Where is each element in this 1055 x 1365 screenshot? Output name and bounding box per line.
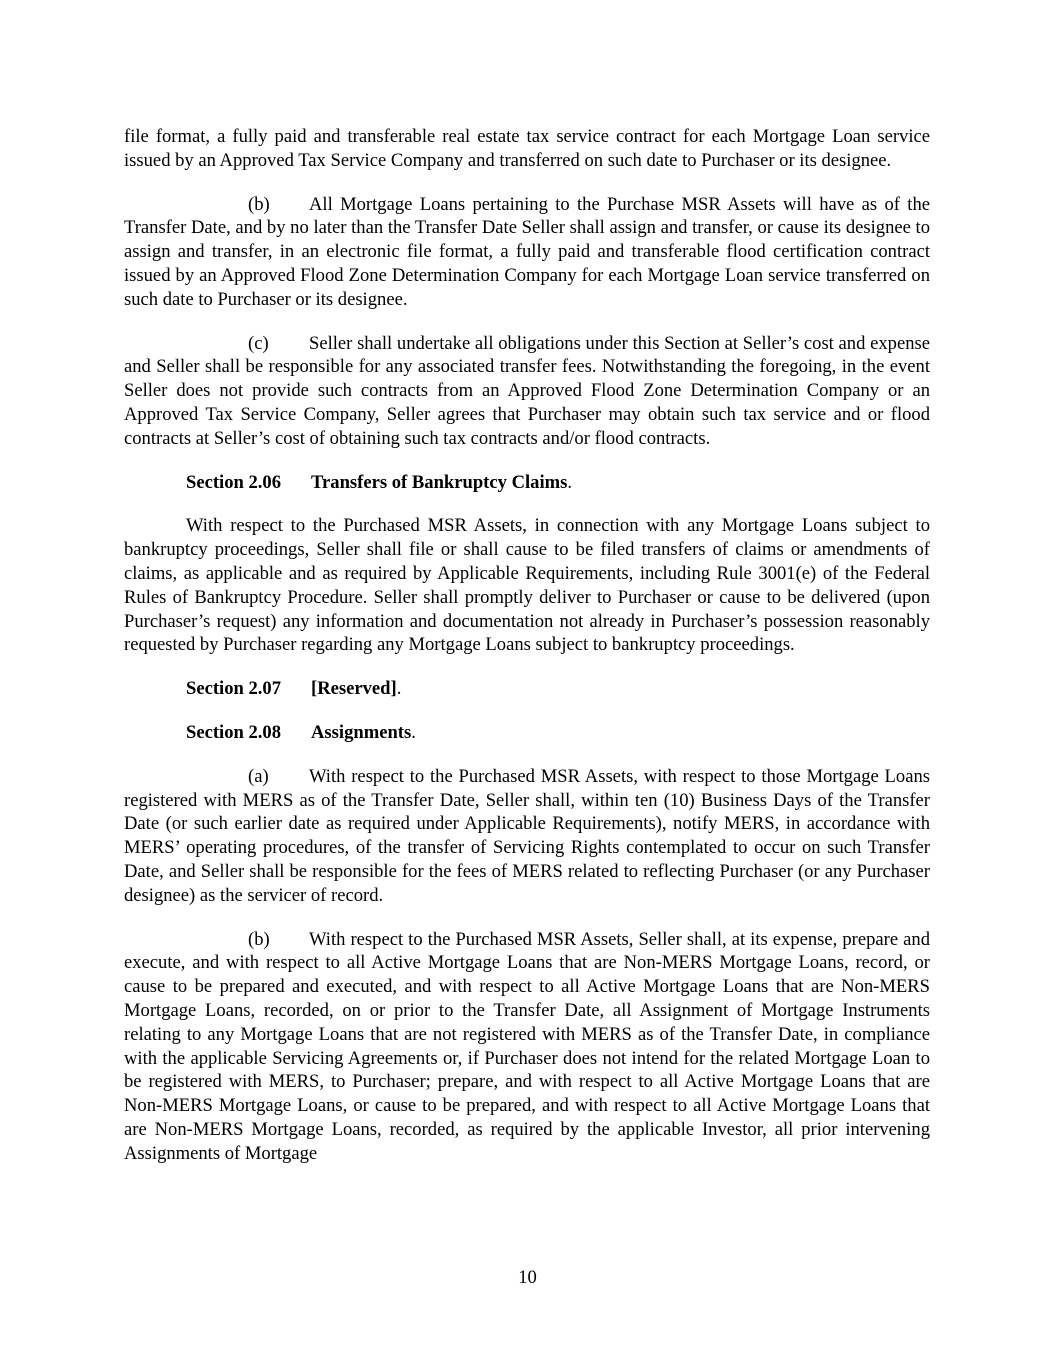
section-title: Transfers of Bankruptcy Claims	[311, 471, 568, 493]
subsection-label: (a)	[248, 765, 269, 787]
section-title-punct: .	[411, 721, 416, 743]
page-number: 10	[518, 1267, 537, 1288]
subsection-b-paragraph	[124, 193, 930, 312]
section-2-08-subsection-a-paragraph	[124, 765, 930, 908]
section-number: Section 2.07	[186, 678, 282, 700]
subsection-text: Seller shall undertake all obligations under this Section at Seller’s cost and expense and Seller shall be responsible for any associated transfer fees. Notwithstanding the foregoing, in the event Seller does not provide such contracts from an Approved Flood Zone Determination Company or an Approved Tax Service Company, Seller agrees that Purchaser may obtain such tax service and or flood contracts at Seller’s cost of obtaining such tax contracts and/or flood contracts.	[124, 332, 930, 449]
subsection-text: With respect to the Purchased MSR Assets, Seller shall, at its expense, prepare and execute, and with respect to all Active Mortgage Loans that are Non-MERS Mortgage Loans, record, or cause to be prepared and executed, and with respect to all Active Mortgage Loans that are Non-MERS Mortgage Loans, recorded, on or prior to the Transfer Date, all Assignment of Mortgage Instruments relating to any Mortgage Loans that are not registered with MERS as of the Transfer Date, in compliance with the applicable Servicing Agreements or, if Purchaser does not intend for the related Mortgage Loan to be registered with MERS, to Purchaser; prepare, and with respect to all Active Mortgage Loans that are Non-MERS Mortgage Loans, or cause to be prepared, and with respect to all Active Mortgage Loans that are Non-MERS Mortgage Loans, recorded, as required by the applicable Investor, all prior intervening Assignments of Mortgage	[124, 928, 930, 1164]
section-2-08-heading	[186, 721, 930, 745]
continuation-paragraph: file format, a fully paid and transferable real estate tax service contract for each Mortgage Loan service issued by an Approved Tax Service Company and transferred on such date to Purchaser or its designee.	[124, 126, 930, 171]
section-number: Section 2.06	[186, 471, 282, 493]
section-title-punct: .	[396, 678, 402, 700]
subsection-text: All Mortgage Loans pertaining to the Purchase MSR Assets will have as of the Transfer Date, and by no later than the Transfer Date Seller shall assign and transfer, or cause its designee to assign and transfer, in an electronic file format, a fully paid and transferable flood certification contract issued by an Approved Flood Zone Determination Company for each Mortgage Loan service transferred on such date to Purchaser or its designee.	[124, 193, 930, 310]
section-title: [Reserved]	[311, 678, 397, 700]
subsection-c-paragraph	[124, 332, 930, 451]
document-body	[124, 125, 930, 1185]
section-2-07-heading	[186, 677, 930, 701]
section-2-08-subsection-b-paragraph	[124, 928, 930, 1166]
subsection-text: With respect to the Purchased MSR Assets, with respect to those Mortgage Loans registered with MERS as of the Transfer Date, Seller shall, within ten (10) Business Days of the Transfer Date (or such earlier date as required under Applicable Requirements), notify MERS, in accordance with MERS’ operating procedures, of the transfer of Servicing Rights contemplated to occur on such Transfer Date, and Seller shall be responsible for the fees of MERS related to reflecting Purchaser (or any Purchaser designee) as the servicer of record.	[124, 765, 930, 906]
subsection-label: (c)	[248, 332, 269, 354]
subsection-label: (b)	[248, 928, 270, 950]
section-title: Assignments	[311, 721, 412, 743]
section-2-06-heading	[186, 471, 930, 495]
section-title-punct: .	[567, 471, 573, 493]
subsection-label: (b)	[248, 193, 270, 215]
section-number: Section 2.08	[186, 721, 282, 743]
section-2-06-paragraph: With respect to the Purchased MSR Assets, in connection with any Mortgage Loans subject to bankruptcy proceedings, Seller shall file or shall cause to be filed transfers of claims or amendments of claims, as applicable and as required by Applicable Requirements, including Rule 3001(e) of the Federal Rules of Bankruptcy Procedure. Seller shall promptly deliver to Purchaser or cause to be delivered (upon Purchaser’s request) any information and documentation not already in Purchaser’s possession reasonably requested by Purchaser regarding any Mortgage Loans subject to bankruptcy proceedings.	[124, 515, 930, 656]
